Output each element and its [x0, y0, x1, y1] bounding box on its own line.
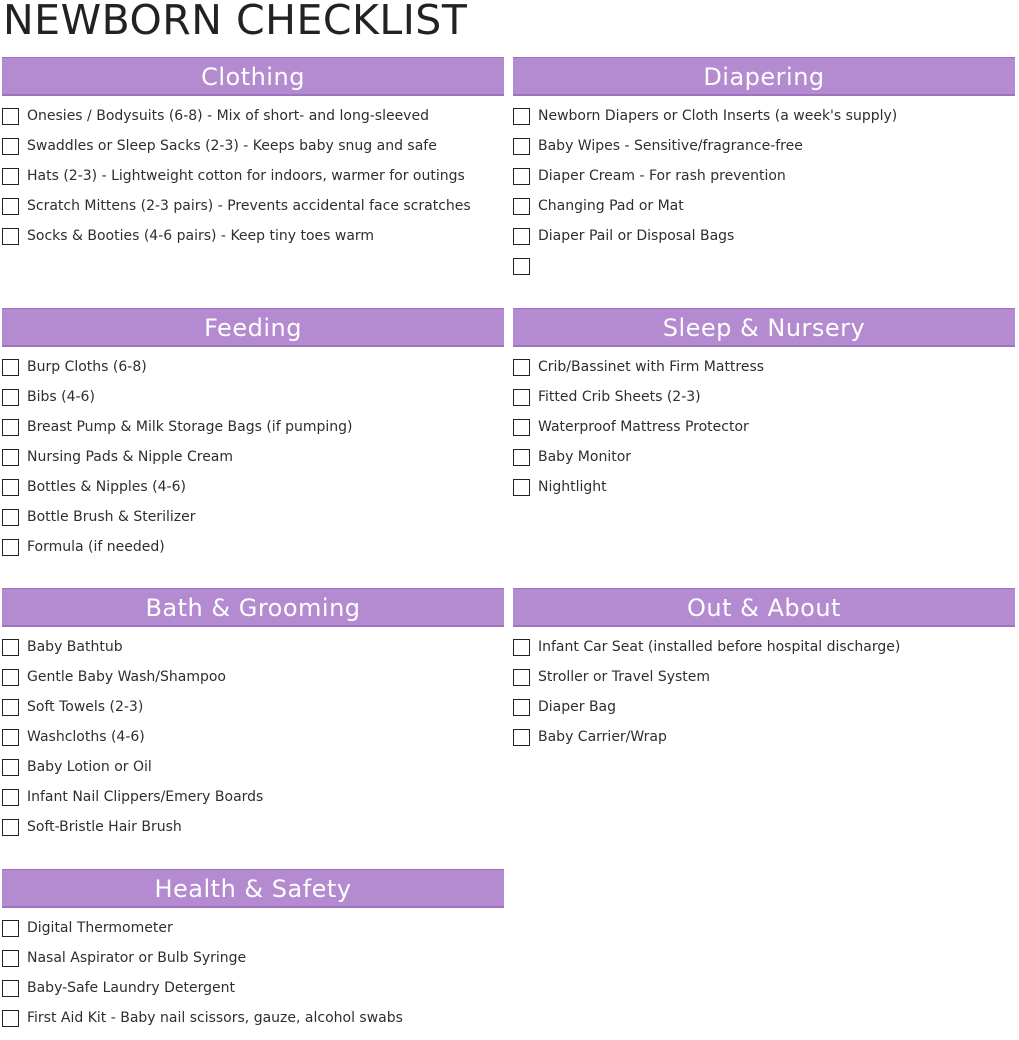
- item-label: Baby Monitor: [538, 449, 632, 465]
- checklist-item: [2, 226, 504, 256]
- checkbox[interactable]: [2, 699, 19, 716]
- checklist-item: [513, 727, 1015, 757]
- item-label: Hats (2-3) - Lightweight cotton for indoors, warmer for outings: [27, 168, 465, 184]
- checkbox[interactable]: [2, 198, 19, 215]
- section-clothing: [2, 57, 504, 256]
- checkbox[interactable]: [513, 639, 530, 656]
- checkbox[interactable]: [513, 669, 530, 686]
- checklist-item: [2, 477, 504, 507]
- checklist-sleep-nursery: [513, 347, 1015, 507]
- checklist-bath-grooming: [2, 627, 504, 847]
- section-header-out-about: Out & About: [513, 588, 1015, 627]
- section-feeding: [2, 308, 504, 567]
- checkbox[interactable]: [2, 639, 19, 656]
- item-label: Newborn Diapers or Cloth Inserts (a week's supply): [538, 108, 898, 124]
- section-header-feeding: Feeding: [2, 308, 504, 347]
- checkbox[interactable]: [513, 108, 530, 125]
- checklist-item: [2, 387, 504, 417]
- checkbox[interactable]: [2, 449, 19, 466]
- checkbox[interactable]: [513, 449, 530, 466]
- item-label: Waterproof Mattress Protector: [538, 419, 749, 435]
- checklist-item: [513, 697, 1015, 727]
- item-label: Baby Wipes - Sensitive/fragrance-free: [538, 138, 803, 154]
- checkbox[interactable]: [513, 258, 530, 275]
- item-label: Washcloths (4-6): [27, 729, 145, 745]
- section-sleep-nursery: [513, 308, 1015, 507]
- item-label: Breast Pump & Milk Storage Bags (if pumping): [27, 419, 353, 435]
- checkbox[interactable]: [2, 359, 19, 376]
- checklist-item: [2, 727, 504, 757]
- section-header-clothing: Clothing: [2, 57, 504, 96]
- page-title: NEWBORN CHECKLIST: [3, 0, 468, 44]
- checklist-item: [2, 948, 504, 978]
- checklist-item: [513, 357, 1015, 387]
- checklist-health-safety: [2, 908, 504, 1038]
- checkbox[interactable]: [2, 389, 19, 406]
- checklist-item: [513, 477, 1015, 507]
- checklist-item: [513, 417, 1015, 447]
- item-label: Nightlight: [538, 479, 607, 495]
- checkbox[interactable]: [2, 669, 19, 686]
- item-label: Nursing Pads & Nipple Cream: [27, 449, 234, 465]
- item-label: Soft Towels (2-3): [27, 699, 144, 715]
- checklist-item: [513, 166, 1015, 196]
- item-label: First Aid Kit - Baby nail scissors, gauze, alcohol swabs: [27, 1010, 403, 1026]
- item-label: Baby Carrier/Wrap: [538, 729, 667, 745]
- checklist-item: [513, 226, 1015, 256]
- checkbox[interactable]: [2, 759, 19, 776]
- checklist-item: [2, 357, 504, 387]
- section-header-sleep-nursery: Sleep & Nursery: [513, 308, 1015, 347]
- section-header-diapering: Diapering: [513, 57, 1015, 96]
- item-label: Soft-Bristle Hair Brush: [27, 819, 182, 835]
- checkbox[interactable]: [513, 228, 530, 245]
- checklist-item: [2, 787, 504, 817]
- checkbox[interactable]: [513, 138, 530, 155]
- checklist-item: [2, 447, 504, 477]
- checkbox[interactable]: [2, 950, 19, 967]
- item-label: Changing Pad or Mat: [538, 198, 684, 214]
- item-label: Fitted Crib Sheets (2-3): [538, 389, 701, 405]
- checklist-item: [2, 507, 504, 537]
- item-label: Crib/Bassinet with Firm Mattress: [538, 359, 765, 375]
- item-label: Burp Cloths (6-8): [27, 359, 147, 375]
- checkbox[interactable]: [513, 168, 530, 185]
- checklist-item: [2, 537, 504, 567]
- item-label: Bibs (4-6): [27, 389, 95, 405]
- checkbox[interactable]: [2, 729, 19, 746]
- checkbox[interactable]: [2, 789, 19, 806]
- checkbox[interactable]: [2, 1010, 19, 1027]
- item-label: Bottle Brush & Sterilizer: [27, 509, 196, 525]
- checkbox[interactable]: [2, 980, 19, 997]
- checklist-clothing: [2, 96, 504, 256]
- item-label: Nasal Aspirator or Bulb Syringe: [27, 950, 247, 966]
- item-label: Infant Nail Clippers/Emery Boards: [27, 789, 264, 805]
- item-label: Digital Thermometer: [27, 920, 173, 936]
- checklist-out-about: [513, 627, 1015, 757]
- checklist-item: [2, 757, 504, 787]
- checkbox[interactable]: [2, 539, 19, 556]
- item-label: Onesies / Bodysuits (6-8) - Mix of short- and long-sleeved: [27, 108, 429, 124]
- item-label: Baby Bathtub: [27, 639, 123, 655]
- checkbox[interactable]: [2, 228, 19, 245]
- checklist-item: [2, 697, 504, 727]
- item-label: Bottles & Nipples (4-6): [27, 479, 186, 495]
- checkbox[interactable]: [2, 138, 19, 155]
- item-label: Stroller or Travel System: [538, 669, 711, 685]
- checkbox[interactable]: [513, 198, 530, 215]
- checklist-item: [513, 106, 1015, 136]
- item-label: Diaper Cream - For rash prevention: [538, 168, 786, 184]
- section-header-health-safety: Health & Safety: [2, 869, 504, 908]
- checkbox[interactable]: [2, 819, 19, 836]
- checklist-item: [513, 196, 1015, 226]
- item-label: Formula (if needed): [27, 539, 165, 555]
- item-label: Scratch Mittens (2-3 pairs) - Prevents accidental face scratches: [27, 198, 471, 214]
- checklist-diapering: [513, 96, 1015, 286]
- checklist-item: [2, 817, 504, 847]
- item-label: Baby-Safe Laundry Detergent: [27, 980, 235, 996]
- checkbox[interactable]: [2, 419, 19, 436]
- checklist-item: [2, 637, 504, 667]
- item-label: Socks & Booties (4-6 pairs) - Keep tiny toes warm: [27, 228, 375, 244]
- section-health-safety: [2, 869, 504, 1038]
- checklist-item: [2, 978, 504, 1008]
- item-label: Gentle Baby Wash/Shampoo: [27, 669, 226, 685]
- checklist-item: [2, 1008, 504, 1038]
- checklist-item: [2, 918, 504, 948]
- checklist-item: [2, 196, 504, 226]
- checkbox[interactable]: [2, 509, 19, 526]
- checklist-item: [2, 417, 504, 447]
- checkbox[interactable]: [513, 479, 530, 496]
- item-label: Infant Car Seat (installed before hospital discharge): [538, 639, 901, 655]
- checklist-item: [513, 447, 1015, 477]
- checkbox[interactable]: [513, 389, 530, 406]
- section-out-about: [513, 588, 1015, 757]
- checkbox[interactable]: [2, 168, 19, 185]
- checklist-feeding: [2, 347, 504, 567]
- checkbox[interactable]: [513, 699, 530, 716]
- item-label: Baby Lotion or Oil: [27, 759, 152, 775]
- checklist-item: [513, 387, 1015, 417]
- checklist-item-empty: [513, 256, 1015, 286]
- checklist-item: [2, 166, 504, 196]
- checklist-item: [513, 136, 1015, 166]
- checkbox[interactable]: [2, 479, 19, 496]
- checklist-item: [2, 136, 504, 166]
- section-diapering: [513, 57, 1015, 286]
- item-label: Diaper Pail or Disposal Bags: [538, 228, 735, 244]
- item-label: Diaper Bag: [538, 699, 617, 715]
- checkbox[interactable]: [513, 359, 530, 376]
- checklist-item: [513, 637, 1015, 667]
- item-label: Swaddles or Sleep Sacks (2-3) - Keeps baby snug and safe: [27, 138, 437, 154]
- checklist-item: [2, 667, 504, 697]
- checkbox[interactable]: [2, 920, 19, 937]
- checkbox[interactable]: [2, 108, 19, 125]
- checkbox[interactable]: [513, 419, 530, 436]
- checklist-item: [2, 106, 504, 136]
- section-bath-grooming: [2, 588, 504, 847]
- section-header-bath-grooming: Bath & Grooming: [2, 588, 504, 627]
- checklist-item: [513, 667, 1015, 697]
- checkbox[interactable]: [513, 729, 530, 746]
